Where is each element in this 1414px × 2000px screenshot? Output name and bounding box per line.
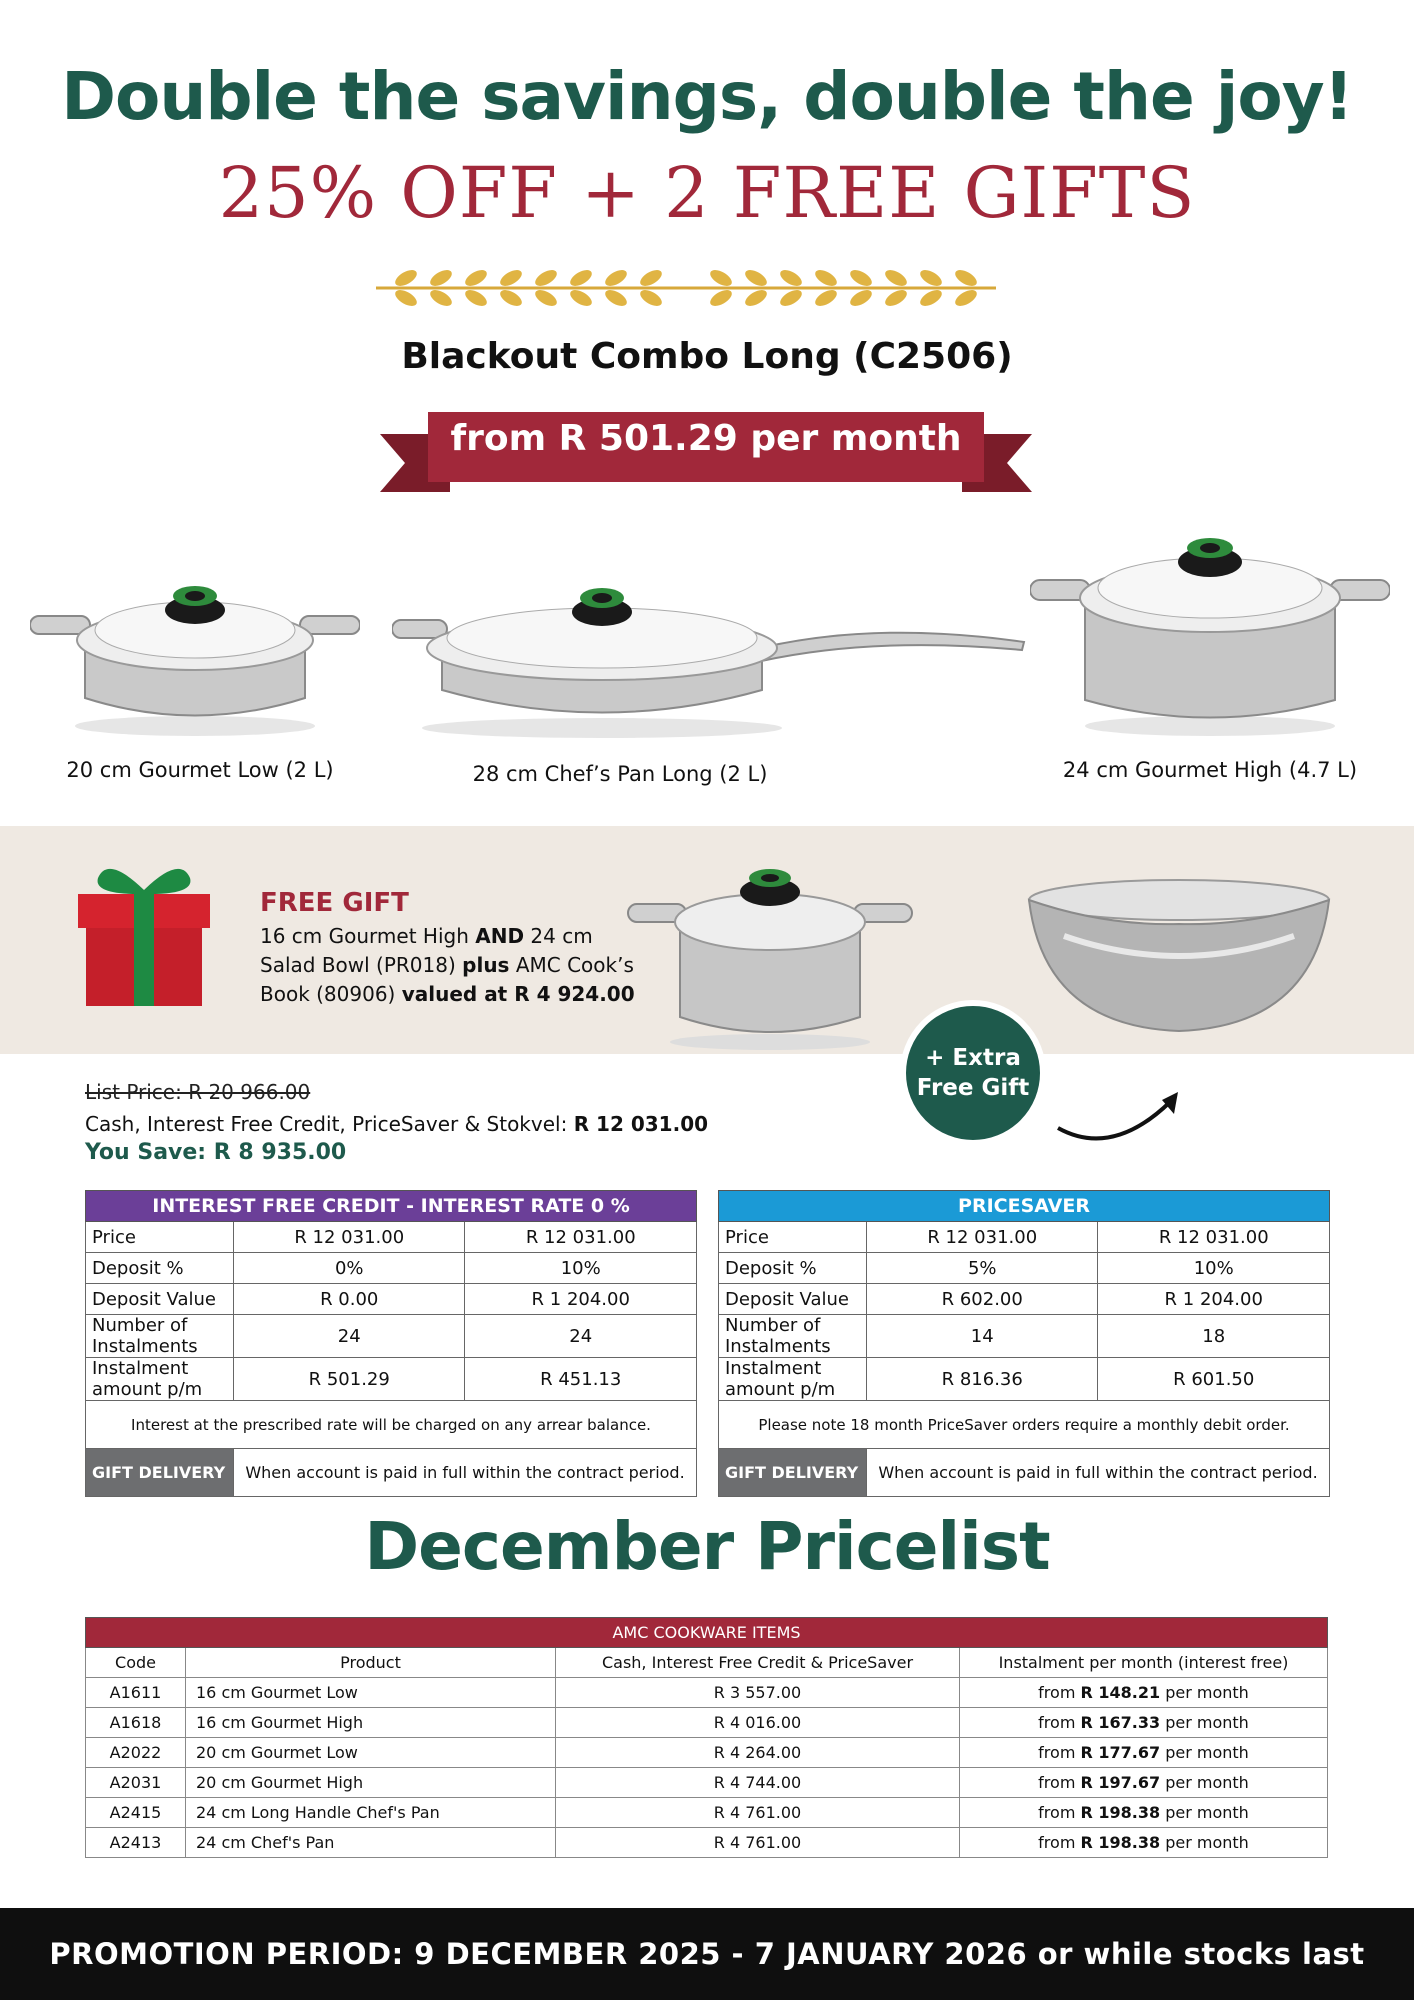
product-caption-2: 28 cm Chef’s Pan Long (2 L) <box>472 762 768 786</box>
cash-price: R 3 557.00 <box>556 1678 960 1708</box>
row-label: Deposit Value <box>86 1284 234 1315</box>
cash-price <box>85 1112 708 1136</box>
table-row <box>86 1678 1328 1708</box>
instalment <box>960 1678 1328 1708</box>
credit-table <box>85 1190 697 1497</box>
instalment <box>960 1708 1328 1738</box>
table-row <box>86 1358 697 1401</box>
instalment-per: per month <box>1160 1773 1249 1792</box>
promotion-period-footer: PROMOTION PERIOD: 9 DECEMBER 2025 - 7 JANUARY 2026 or while stocks last <box>0 1908 1414 2000</box>
cash-price: R 4 744.00 <box>556 1768 960 1798</box>
product-code: A2031 <box>86 1768 186 1798</box>
gift-text-and: AND <box>475 924 525 948</box>
instalment-per: per month <box>1160 1743 1249 1762</box>
row-label: Instalment amount p/m <box>86 1358 234 1401</box>
instalment-value: R 167.33 <box>1080 1713 1161 1732</box>
free-gift-description <box>260 922 640 1009</box>
instalment-from: from <box>1038 1773 1081 1792</box>
credit-table-title: INTEREST FREE CREDIT - INTEREST RATE 0 % <box>86 1191 697 1222</box>
product-caption-1: 20 cm Gourmet Low (2 L) <box>66 758 334 782</box>
instalment-per: per month <box>1160 1683 1249 1702</box>
you-save: You Save: R 8 935.00 <box>85 1140 347 1165</box>
product-code: A2022 <box>86 1738 186 1768</box>
cell: 0% <box>234 1253 465 1284</box>
instalment-from: from <box>1038 1803 1081 1822</box>
cell: R 12 031.00 <box>465 1222 697 1253</box>
product-code: A2413 <box>86 1828 186 1858</box>
salad-bowl-image <box>1024 876 1334 1036</box>
instalment-from: from <box>1038 1743 1081 1762</box>
gift-delivery-text: When account is paid in full within the contract period. <box>867 1449 1330 1497</box>
gift-box-icon <box>78 860 210 1006</box>
cell: 10% <box>465 1253 697 1284</box>
list-price: List Price: R 20 966.00 <box>85 1080 311 1104</box>
cell: R 601.50 <box>1098 1358 1330 1401</box>
column-header: Cash, Interest Free Credit & PriceSaver <box>556 1648 960 1678</box>
curved-arrow-icon <box>1052 1088 1192 1148</box>
pricelist-title: December Pricelist <box>364 1508 1050 1585</box>
column-header: Code <box>86 1648 186 1678</box>
pricesaver-table-title: PRICESAVER <box>719 1191 1330 1222</box>
cash-price-label: Cash, Interest Free Credit, PriceSaver & Stokvel: <box>85 1112 574 1136</box>
column-header: Product <box>186 1648 556 1678</box>
gift-delivery-text: When account is paid in full within the contract period. <box>234 1449 697 1497</box>
table-row <box>86 1768 1328 1798</box>
ribbon-price: from R 501.29 per month <box>450 418 962 459</box>
cell: 24 <box>234 1315 465 1358</box>
instalment-value: R 198.38 <box>1080 1803 1161 1822</box>
cell: 24 <box>465 1315 697 1358</box>
cell: R 1 204.00 <box>465 1284 697 1315</box>
table-row <box>86 1315 697 1358</box>
instalment-value: R 148.21 <box>1080 1683 1161 1702</box>
gift-text-plus: plus <box>462 953 510 977</box>
cell: R 602.00 <box>867 1284 1098 1315</box>
instalment-value: R 197.67 <box>1080 1773 1161 1792</box>
row-label: Number of Instalments <box>86 1315 234 1358</box>
offer-heading: 25% OFF + 2 FREE GIFTS <box>218 152 1196 234</box>
product-code: A2415 <box>86 1798 186 1828</box>
instalment-from: from <box>1038 1683 1081 1702</box>
extra-gift-line2: Free Gift <box>916 1075 1030 1101</box>
product-title: Blackout Combo Long (C2506) <box>401 336 1013 377</box>
pricesaver-table <box>718 1190 1330 1497</box>
gift-pot-image <box>620 842 920 1052</box>
cell: 18 <box>1098 1315 1330 1358</box>
table-row <box>719 1284 1330 1315</box>
row-label: Number of Instalments <box>719 1315 867 1358</box>
gift-value: valued at R 4 924.00 <box>401 982 635 1006</box>
gourmet-high-pot-image <box>1030 510 1390 740</box>
gift-text-line: AMC Cook’s <box>509 953 634 977</box>
instalment <box>960 1828 1328 1858</box>
extra-free-gift-badge <box>900 1000 1046 1146</box>
gift-text-line: Salad Bowl (PR018) <box>260 953 463 977</box>
product-name: 24 cm Chef's Pan <box>186 1828 556 1858</box>
cash-price: R 4 016.00 <box>556 1708 960 1738</box>
product-name: 16 cm Gourmet High <box>186 1708 556 1738</box>
table-row <box>86 1828 1328 1858</box>
product-name: 20 cm Gourmet High <box>186 1768 556 1798</box>
instalment-per: per month <box>1160 1713 1249 1732</box>
gift-text-line: 16 cm Gourmet High <box>260 924 476 948</box>
gift-delivery-label: GIFT DELIVERY <box>719 1449 867 1497</box>
table-row <box>86 1738 1328 1768</box>
cash-price: R 4 761.00 <box>556 1828 960 1858</box>
instalment-from: from <box>1038 1713 1081 1732</box>
instalment-per: per month <box>1160 1803 1249 1822</box>
cell: 5% <box>867 1253 1098 1284</box>
column-header: Instalment per month (interest free) <box>960 1648 1328 1678</box>
instalment-from: from <box>1038 1833 1081 1852</box>
instalment-value: R 198.38 <box>1080 1833 1161 1852</box>
product-code: A1611 <box>86 1678 186 1708</box>
cell: R 0.00 <box>234 1284 465 1315</box>
cell: R 816.36 <box>867 1358 1098 1401</box>
gift-text-line: 24 cm <box>524 924 593 948</box>
cash-price-value: R 12 031.00 <box>573 1112 709 1136</box>
pricelist-header-row <box>86 1648 1328 1678</box>
instalment <box>960 1738 1328 1768</box>
table-row <box>719 1315 1330 1358</box>
product-name: 20 cm Gourmet Low <box>186 1738 556 1768</box>
product-code: A1618 <box>86 1708 186 1738</box>
chefs-pan-long-image <box>392 550 1026 740</box>
gift-text-line: Book (80906) <box>260 982 402 1006</box>
pricelist-table <box>85 1617 1328 1858</box>
product-name: 16 cm Gourmet Low <box>186 1678 556 1708</box>
pricelist-caption: AMC COOKWARE ITEMS <box>86 1618 1328 1648</box>
cash-price: R 4 761.00 <box>556 1798 960 1828</box>
headline: Double the savings, double the joy! <box>61 58 1353 135</box>
cell: R 12 031.00 <box>1098 1222 1330 1253</box>
cell: 14 <box>867 1315 1098 1358</box>
cell: R 451.13 <box>465 1358 697 1401</box>
cell: 10% <box>1098 1253 1330 1284</box>
pricesaver-note: Please note 18 month PriceSaver orders require a monthly debit order. <box>719 1401 1330 1449</box>
cell: R 501.29 <box>234 1358 465 1401</box>
instalment-per: per month <box>1160 1833 1249 1852</box>
extra-gift-line1: + Extra <box>925 1045 1021 1071</box>
table-row <box>86 1798 1328 1828</box>
cell: R 1 204.00 <box>1098 1284 1330 1315</box>
row-label: Instalment amount p/m <box>719 1358 867 1401</box>
table-row <box>86 1222 697 1253</box>
row-label: Deposit Value <box>719 1284 867 1315</box>
table-row <box>719 1222 1330 1253</box>
table-row <box>86 1253 697 1284</box>
table-row <box>719 1358 1330 1401</box>
product-name: 24 cm Long Handle Chef's Pan <box>186 1798 556 1828</box>
table-row <box>86 1284 697 1315</box>
product-caption-3: 24 cm Gourmet High (4.7 L) <box>1062 758 1358 782</box>
row-label: Deposit % <box>86 1253 234 1284</box>
cell: R 12 031.00 <box>234 1222 465 1253</box>
row-label: Price <box>86 1222 234 1253</box>
laurel-decoration-icon <box>366 262 1006 312</box>
gourmet-low-pot-image <box>30 548 360 738</box>
free-gift-label: FREE GIFT <box>260 888 409 918</box>
cash-price: R 4 264.00 <box>556 1738 960 1768</box>
cell: R 12 031.00 <box>867 1222 1098 1253</box>
table-row <box>719 1253 1330 1284</box>
table-row <box>86 1708 1328 1738</box>
gift-delivery-label: GIFT DELIVERY <box>86 1449 234 1497</box>
instalment <box>960 1768 1328 1798</box>
credit-note: Interest at the prescribed rate will be charged on any arrear balance. <box>86 1401 697 1449</box>
instalment-value: R 177.67 <box>1080 1743 1161 1762</box>
row-label: Deposit % <box>719 1253 867 1284</box>
row-label: Price <box>719 1222 867 1253</box>
instalment <box>960 1798 1328 1828</box>
